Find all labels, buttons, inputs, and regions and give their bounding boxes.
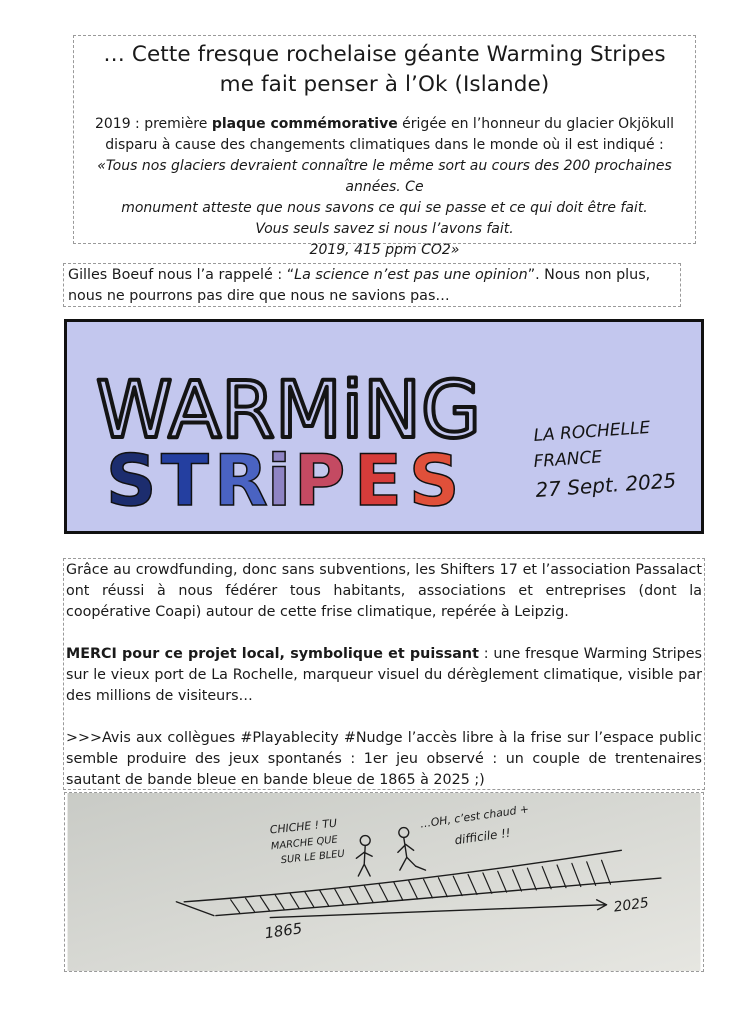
project-text-box [63, 558, 705, 790]
banner-stripes-letter: R [214, 440, 268, 522]
sketch-speech-left-3: SUR LE BLEU [280, 848, 346, 867]
paragraph-playablecity: >>>Avis aux collègues #Playablecity #Nudge l’accès libre à la frise sur l’espace public semble produire des jeux spontanés : 1er jeu observé : un couple de trentenaires sautant de bande bleue en bande bleue de 1865 à 2025 ;) [66, 730, 702, 788]
banner-stripes-letter: S [409, 440, 460, 522]
stripes-game-sketch [64, 792, 704, 972]
sketch-speech-right-1: …OH, c’est chaud + [419, 802, 530, 831]
page-title: … Cette fresque rochelaise géante Warming Stripes me fait penser à l’Ok (Islande) [103, 42, 666, 97]
sketch-speech-left-2: MARCHE QUE [270, 834, 339, 853]
sketch-year-start: 1865 [263, 920, 304, 943]
sketch-year-end: 2025 [612, 894, 650, 916]
banner-word-warming: WARMiNG [96, 366, 481, 456]
banner-stripes-letter: S [106, 440, 157, 522]
warming-stripes-drawing [64, 319, 704, 534]
paragraph-crowdfunding: Grâce au crowdfunding, donc sans subventions, les Shifters 17 et l’association Passalact ont réussi à nous fédérer tous habitants, associations et entreprises (dont la coopérative Coapi) autour de cette frise climatique, repérée à Leipzig. [66, 562, 702, 620]
banner-stripes-letter: P [294, 440, 346, 522]
banner-stripes-letter: i [267, 440, 291, 522]
title-box [73, 35, 696, 258]
sketch-speech-left-1: CHICHE ! TU [269, 816, 338, 837]
plaque-quote: «Tous nos glaciers devraient connaître le même sort au cours des 200 prochaines années. Ce monument atteste que nous savons ce qui se passe et ce qui doit être fait. Vous seuls savez si nous l’avons fait. 2019, 415 ppm CO2» [97, 158, 672, 258]
banner-stripes-letter: T [161, 440, 209, 522]
banner-place-country: FRANCE [532, 447, 603, 472]
boeuf-quote-box: Gilles Boeuf nous l’a rappelé : “La science n’est pas une opinion”. Nous non plus, nous ne pourrons pas dire que nous ne savions pas… [63, 263, 681, 307]
sketch-speech-right-2: difficile !! [453, 825, 512, 848]
banner-place-city: LA ROCHELLE [532, 417, 651, 446]
paragraph-merci: MERCI pour ce projet local, symbolique et puissant : une fresque Warming Stripes sur le vieux port de La Rochelle, marqueur visuel du dérèglement climatique, visible par des millions de visiteurs… [66, 646, 702, 704]
intro-text: 2019 : première plaque commémorative érigée en l’honneur du glacier Okjökull disparu à cause des changements climatiques dans le monde où il est indiqué : [94, 116, 675, 153]
banner-date: 27 Sept. 2025 [534, 468, 677, 502]
banner-stripes-letter: E [354, 440, 402, 522]
